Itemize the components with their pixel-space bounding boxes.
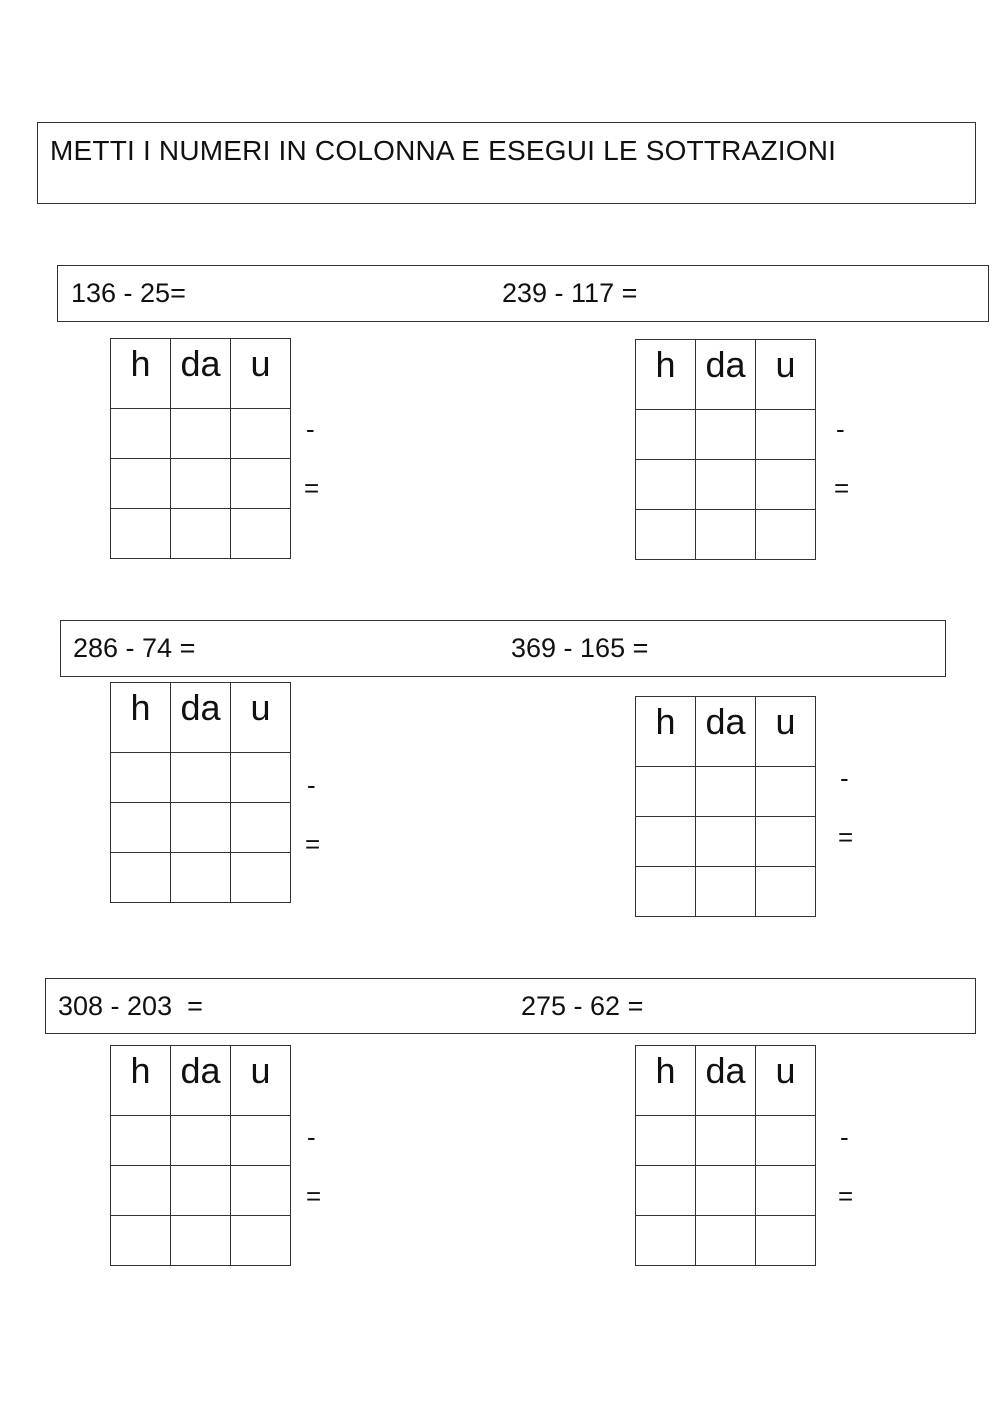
expression-2-right: 369 - 165 = [511,633,649,663]
minus-sign: - [840,1122,849,1152]
grid-cell[interactable] [231,753,291,803]
header-hundreds: h [636,340,696,410]
grid-cell[interactable] [636,867,696,917]
expression-2-left: 286 - 74 = [73,633,196,663]
grid-cell[interactable] [171,459,231,509]
header-units: u [231,339,291,409]
header-units: u [231,1046,291,1116]
grid-cell[interactable] [636,767,696,817]
expression-3-right: 275 - 62 = [521,991,644,1021]
grid-cell[interactable] [171,509,231,559]
grid-cell[interactable] [756,510,816,560]
header-units: u [231,683,291,753]
grid-cell[interactable] [696,867,756,917]
header-hundreds: h [111,339,171,409]
title-box [37,122,976,204]
equals-sign: = [305,829,321,859]
grid-cell[interactable] [231,459,291,509]
exercise-row-3 [45,978,976,1034]
grid-cell[interactable] [756,767,816,817]
grid-cell[interactable] [756,410,816,460]
equals-sign: = [304,473,320,503]
grid-cell[interactable] [756,817,816,867]
minus-sign: - [306,414,315,444]
header-hundreds: h [111,1046,171,1116]
minus-sign: - [307,1122,316,1152]
grid-cell[interactable] [171,803,231,853]
grid-cell[interactable] [171,409,231,459]
grid-cell[interactable] [111,753,171,803]
grid-cell[interactable] [696,510,756,560]
minus-sign: - [836,414,845,444]
grid-cell[interactable] [636,460,696,510]
grid-cell[interactable] [636,817,696,867]
grid-cell[interactable] [111,803,171,853]
grid-cell[interactable] [171,1166,231,1216]
grid-cell[interactable] [111,409,171,459]
minus-sign: - [840,763,849,793]
header-hundreds: h [111,683,171,753]
equals-sign: = [834,473,850,503]
header-tens: da [171,683,231,753]
grid-cell[interactable] [111,853,171,903]
grid-cell[interactable] [696,460,756,510]
page-title: METTI I NUMERI IN COLONNA E ESEGUI LE SOTTRAZIONI [50,135,837,166]
equals-sign: = [306,1181,322,1211]
grid-cell[interactable] [231,409,291,459]
equals-sign: = [838,1181,854,1211]
grid-cell[interactable] [756,1116,816,1166]
grid-cell[interactable] [696,1116,756,1166]
grid-cell[interactable] [696,767,756,817]
grid-cell[interactable] [231,853,291,903]
grid-cell[interactable] [636,410,696,460]
grid-cell[interactable] [171,1216,231,1266]
header-units: u [756,697,816,767]
grid-cell[interactable] [231,803,291,853]
header-hundreds: h [636,697,696,767]
header-tens: da [171,339,231,409]
expression-3-left: 308 - 203 = [58,991,203,1021]
header-tens: da [696,340,756,410]
column-grid-1-right [635,339,816,560]
grid-cell[interactable] [756,867,816,917]
column-grid-2-left [110,682,291,903]
column-grid-3-right [635,1045,816,1266]
header-hundreds: h [636,1046,696,1116]
grid-cell[interactable] [231,1216,291,1266]
grid-cell[interactable] [111,1216,171,1266]
grid-cell[interactable] [171,853,231,903]
grid-cell[interactable] [696,1216,756,1266]
grid-cell[interactable] [111,1166,171,1216]
expression-1-left: 136 - 25= [71,278,186,308]
column-grid-2-right [635,696,816,917]
exercise-row-1 [57,265,989,322]
grid-cell[interactable] [111,509,171,559]
grid-cell[interactable] [636,1166,696,1216]
expression-1-right: 239 - 117 = [502,278,638,308]
grid-cell[interactable] [231,509,291,559]
grid-cell[interactable] [756,460,816,510]
grid-cell[interactable] [171,753,231,803]
grid-cell[interactable] [756,1166,816,1216]
header-tens: da [696,1046,756,1116]
grid-cell[interactable] [696,1166,756,1216]
grid-cell[interactable] [636,1216,696,1266]
equals-sign: = [838,822,854,852]
grid-cell[interactable] [231,1116,291,1166]
header-tens: da [696,697,756,767]
header-units: u [756,340,816,410]
grid-cell[interactable] [231,1166,291,1216]
header-tens: da [171,1046,231,1116]
header-units: u [756,1046,816,1116]
column-grid-1-left [110,338,291,559]
column-grid-3-left [110,1045,291,1266]
grid-cell[interactable] [756,1216,816,1266]
exercise-row-2 [60,620,946,677]
grid-cell[interactable] [636,510,696,560]
minus-sign: - [307,770,316,800]
grid-cell[interactable] [696,817,756,867]
grid-cell[interactable] [111,1116,171,1166]
grid-cell[interactable] [171,1116,231,1166]
grid-cell[interactable] [636,1116,696,1166]
grid-cell[interactable] [696,410,756,460]
grid-cell[interactable] [111,459,171,509]
